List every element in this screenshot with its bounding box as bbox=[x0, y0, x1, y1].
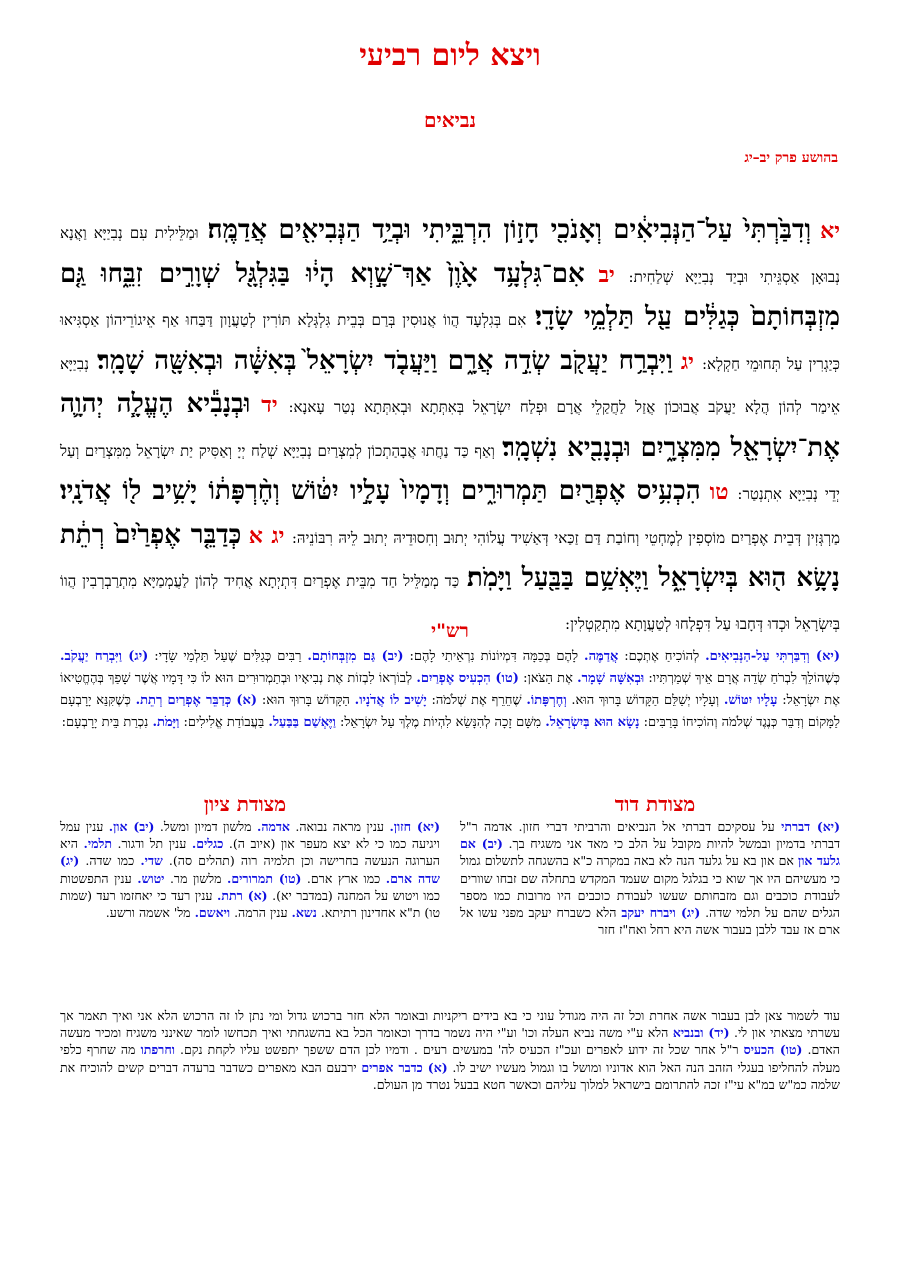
commentary-keyword: וְחֶרְפָּתוֹ. bbox=[526, 693, 567, 708]
commentary-keyword: שדי. bbox=[140, 853, 163, 869]
metzudat-david-heading: מצודת דוד bbox=[614, 792, 696, 816]
verse-text: כְּדַבֵּ֤ר אֶפְרַ֙יִם֙ רְתֵ֔ת נָשָׂ֥א ה֖וּא בְּיִשְׂרָאֵ֑ל וַיֶּאְשַׁ֥ם בַּבַּ֖עַל וַיָּמֹֽת׃ bbox=[60, 519, 840, 593]
metzudat-david-commentary bbox=[460, 818, 840, 938]
commentary-keyword: (יב) אם גלעד און bbox=[460, 836, 840, 869]
verse-number: יג bbox=[680, 348, 694, 375]
page-title: ויצא ליום רביעי bbox=[359, 38, 541, 73]
commentary-text: וְעָלָיו יְשַׁלֵּם הַקָּדוֹשׁ בָּרוּךְ הוּא. bbox=[566, 693, 724, 708]
scripture-text bbox=[60, 210, 840, 644]
commentary-keyword: אֲדַמֶּה. bbox=[584, 649, 619, 664]
commentary-text: נִכְרַת בֵּית יָרָבְעָם: bbox=[61, 715, 153, 730]
commentary-keyword: (א) כְּדַבֵּר אֶפְרַיִם רְתֵת. bbox=[135, 693, 258, 708]
commentary-text: ענין הרמה. bbox=[230, 905, 292, 921]
commentary-text: ענין עמל ויגיעה כמו כי לא יצא מעפר און (איוב ה). bbox=[60, 819, 440, 852]
targum-text: וְאַף כַּד נַחֲתוּ אֲבָהַתְכוֹן לְמִצְרַיִם נְבִיַיָּא שְׁלַח יְיָ וְאַסִּיק יַת יִשְׂרָאֵל מִמִּצְרַיִם וְעַל יְדֵי נְבִיַיָּא אִתְנְטַר: bbox=[60, 441, 840, 503]
commentary-keyword: ויאשם. bbox=[194, 905, 231, 921]
rashi-heading: רש"י bbox=[431, 620, 469, 642]
commentary-keyword: (יב) גַּם מִזְבְּחוֹתָם. bbox=[307, 649, 404, 664]
verse-text: וּבְנָבִ֕יא הֶעֱלָ֧ה יְהוָ֛ה אֶת־יִשְׂרָאֵ֖ל מִמִּצְרָ֑יִם וּבְנָבִ֖יא נִשְׁמָֽר׃ bbox=[60, 389, 840, 463]
chapter-reference: בהושע פרק יב–יג bbox=[744, 150, 838, 166]
commentary-keyword: וּבְאִשָּׁה שָׁמָר. bbox=[577, 671, 645, 686]
commentary-text: כמו ארץ ארם. bbox=[301, 870, 386, 886]
commentary-keyword: (יא) חזון. bbox=[389, 819, 440, 834]
commentary-text: הַקָּדוֹשׁ בָּרוּךְ הוּא: bbox=[257, 693, 355, 708]
commentary-text: הלא כשברח יעקב מפני עשו אל ארם אז עבד ללבן בעבור אשה היא רחל ואח"ז חזר bbox=[460, 905, 840, 938]
commentary-text: מה שחרף כלפי מעלה להחליפו בעגלי הזהב הנה האל הוא אדוניו ומושל בו וגמול מעשיו ישיב לו. bbox=[60, 1042, 841, 1075]
verse-number: יג א bbox=[248, 522, 285, 549]
section-title: נביאים bbox=[424, 108, 476, 132]
commentary-keyword: (יג) שדה ארם. bbox=[60, 853, 440, 886]
targum-text: וּמַלֵּילִית עִם נְבִיַיָּא וַאֲנָא נְבוּאָן אַסְגֵּיתִי וּבְיַד נְבִיַיָּא שְׁלַחִית: bbox=[60, 224, 840, 286]
commentary-keyword: עָלָיו יִטּוֹשׁ. bbox=[723, 693, 778, 708]
verse-text: הִכְעִ֥יס אֶפְרַ֖יִם תַּמְרוּרִ֑ים וְדָמָיו֙ עָלָ֣יו יִטּ֔וֹשׁ וְחֶ֨רְפָּת֔וֹ יָשִׁ֥יב ל֖וֹ אֲדֹנָֽיו׃ bbox=[60, 476, 701, 506]
targum-text: כַּד מְמַלֵּיל חַד מִבֵּית אֶפְרַיִם דִּתְיְתָא אֲחִיד לְהוֹן לַעֲמְמַיָּא מִתְרַבְרְבִין הֲווֹ בְּיִשְׂרָאֵל וּכְדוּ דְּחָבוּ עַל דִּפְלָחוּ לְטַעֲוָתָא מִתְקַטְלִין: bbox=[60, 572, 840, 633]
commentary-text: אם און בא על גלעד הנה לא באה במקרה כ"א בהשגחה לתשלום גמול כי מעשיהם היו אך שוא כי בגלגל מקום שעמד המקדש בתחלה שם זבחו שוורים לעבודת כוכבים וגם מזבחותם שעשו לעבודת כוכבים היו מרובות כמו מספר הגלים שהם על תלמי שדה. bbox=[460, 853, 840, 921]
verse-number: יב bbox=[598, 261, 615, 288]
commentary-keyword: (יב) און. bbox=[108, 819, 155, 834]
commentary-text: הלא ע"י משה נביא העלה וכו' וע"י היה נשמר בדרך וכאומר הכל בא בהשגחתי ואיך תכחשו לומר שאינני משגיח ומכיר מעשה האדם. bbox=[60, 1025, 840, 1058]
commentary-text: מלשון דמיון ומשל. bbox=[154, 819, 257, 834]
commentary-text: ר"ל אחר שכל זה ידוע לאפרים ועכ"ז הכעיס לה' במעשים רעים . ודמיו לכן הדם ששפך יתפשט עליו לקחת נקם. bbox=[174, 1042, 744, 1058]
commentary-text: ירבעם הבא מאפרים כשדבר ברעדה דברים קשים להוכיח את שלמה כמ"ש במ"א עי"ז זכה להתרומם בישראל למלוך עליהם וכאשר חטא בבעל נטרד מן העולם. bbox=[60, 1059, 840, 1092]
commentary-keyword: (טו) הכעיס bbox=[743, 1042, 803, 1058]
commentary-keyword: נשא. bbox=[291, 905, 317, 921]
commentary-text: רַבִּים כְּגַלִּים שֶׁעַל תַּלְמֵי שָׂדָי: bbox=[148, 649, 308, 664]
commentary-text: כְּשֶׁהוֹלֵךְ לִבְרֹחַ שְׂדֵה אֲרָם אֵיךְ שְׁמַרְתִּיו: bbox=[644, 671, 841, 686]
commentary-keyword: (א) כדבר אפרים bbox=[361, 1059, 448, 1075]
commentary-keyword: (יא) וְדִבַּרְתִּי עַל-הַנְּבִיאִים. bbox=[705, 649, 840, 664]
metzudat-david-continuation bbox=[60, 1007, 840, 1093]
commentary-text: היא הערוגה הנעשה בחרישה וכן תלמיה רוה (תהלים סה). bbox=[60, 836, 440, 869]
commentary-text: שֶׁחֵרֵף אֶת שְׁלֹמֹה: bbox=[426, 693, 527, 708]
commentary-keyword: (יד) ובנביא bbox=[672, 1025, 730, 1041]
commentary-text: לָהֶם בְּכַמָּה דִּמְיוֹנוֹת נִרְאֵיתִי לָהֶם: bbox=[403, 649, 585, 664]
commentary-keyword: (יא) דברתי bbox=[781, 819, 840, 834]
targum-text: נְבִיַיָּא אֵימַר לְהוֹן הֲלָא יַעֲקֹב אֲבוּכוֹן אֲזַל לַחֲקַלֵי אֲרָם וּפְלַח יִשְׂרָאֵל בְּאִתְּתָא וּבְאִתְּתָא נְטַר עָאנָא: bbox=[60, 354, 840, 416]
commentary-text: מִשָּׁם זָכָה לְהִנָּשֵׂא לִהְיוֹת מֶלֶךְ עַל יִשְׂרָאֵל: bbox=[335, 715, 546, 730]
commentary-text: עוד לשמור צאן לבן בעבור אשה אחרת וכל זה היה מגודל עוני כי בא בידים ריקניות ובאומר הלא חזר ברכוש גדול ומי נתן לו זה הרכוש הלא אני ואיך תאמר אך עשרתי מצאתי און לי. bbox=[60, 1008, 841, 1041]
verse-number: יא bbox=[820, 218, 841, 244]
verse-number: יד bbox=[261, 392, 278, 418]
commentary-text: על עסקיכם דברתי אל הנביאים והרביתי דברי חזון. אדמה ר"ל דברתי בדמיון ובמשל להיות מקובל על הלב כי מאד אני משגיח בך. bbox=[460, 819, 840, 852]
targum-text: מַרְגְּזִין דְּבֵית אֶפְרַיִם מוֹסְפִין לְמֶחְטֵי וְחוֹבַת דַּם זַכַּאי דְּאַשִׁיד עֲלוֹהִי יְתוּב וְחִסוּדֵיהּ יְתוּב לֵיהּ רִבּוֹנֵיהּ: bbox=[291, 528, 840, 547]
commentary-keyword: וַיָּמֹת. bbox=[152, 715, 180, 730]
commentary-keyword: יטוש. bbox=[137, 870, 165, 886]
metzudat-zion-heading: מצודת ציון bbox=[203, 792, 287, 816]
commentary-text: בַּעֲבוֹדַת אֱלִילִים: bbox=[179, 715, 269, 730]
commentary-keyword: (טו) הִכְעִיס אֶפְרַיִם. bbox=[416, 671, 519, 686]
verse-number: טו bbox=[709, 479, 729, 505]
targum-text: אִם בְּגִלְעָד הֲווֹ אֲנוּסִין בְּרַם בְּבֵית גִּלְגְּלָא תּוֹרִין לְטַעֲוָון דַּבַּחוּ אַף אֵיגוֹרֵיהוֹן אַסְגִּיאוּ כְּיַגְרִין עַל תְּחוּמֵי חַקְלָא: bbox=[60, 311, 840, 373]
commentary-text: אֶת הַצֹּאן: bbox=[518, 671, 578, 686]
commentary-keyword: (יג) וַיִּבְרַח יַעֲקֹב. bbox=[60, 649, 149, 664]
commentary-text: ענין התפשטות כמו ויטוש על המחנה (במדבר יא). bbox=[60, 870, 440, 903]
commentary-text: כְּשֶׁקִּנֵּא יָרָבְעָם לַמָּקוֹם וְדִבֵּר כְּנֶגֶד שְׁלֹמֹה וְהוֹכִיחוֹ בָּרַבִּים: bbox=[60, 693, 840, 730]
commentary-text: ענין תל ודגור. bbox=[112, 836, 192, 852]
commentary-keyword: אדמה. bbox=[256, 819, 290, 834]
rashi-commentary bbox=[60, 646, 840, 734]
commentary-text: ענין מראה נבואה. bbox=[289, 819, 390, 834]
commentary-keyword: כגלים. bbox=[191, 836, 224, 852]
commentary-text: מלשון מר. bbox=[164, 870, 227, 886]
commentary-keyword: וחרפתו bbox=[140, 1042, 175, 1058]
commentary-keyword: נָשָׂא הוּא בְּיִשְׂרָאֵל. bbox=[545, 715, 640, 730]
commentary-keyword: תלמי. bbox=[83, 836, 113, 852]
commentary-keyword: (א) רתת. bbox=[217, 887, 268, 903]
commentary-text: ענין רעד כי יאחזמו רעד (שמות טו) ת"א אחדינון רתיתא. bbox=[60, 887, 440, 921]
commentary-keyword: וַיֶּאְשַׁם בַּבַּעַל. bbox=[268, 715, 336, 730]
commentary-keyword: יָשִׁיב לוֹ אֲדֹנָיו. bbox=[354, 693, 427, 708]
commentary-text: לְהוֹכִיחַ אֶתְכֶם: bbox=[618, 649, 706, 664]
verse-text: וַיִּבְרַ֥ח יַעֲקֹ֖ב שְׂדֵ֣ה אֲרָ֑ם וַיַּעֲבֹ֤ד יִשְׂרָאֵל֙ בְּאִשָּׁ֔ה וּבְאִשָּׁ֖ה שָׁמָֽר׃ bbox=[97, 345, 673, 376]
commentary-text: כמו שדה. bbox=[79, 853, 141, 869]
verse-text: וְדִבַּ֙רְתִּי֙ עַל־הַנְּבִיאִ֔ים וְאָנֹכִ֖י חָז֣וֹן הִרְבֵּ֑יתִי וּבְיַ֥ד הַנְּבִיאִ֖ים אֲדַמֶּֽה׃ bbox=[207, 215, 812, 245]
commentary-text: מל' אשמה ורשע. bbox=[105, 905, 195, 921]
commentary-keyword: (טו) תמרורים. bbox=[227, 870, 302, 886]
commentary-keyword: (יג) ויברח יעקב bbox=[621, 905, 701, 921]
verse-text: אִם־גִּלְעָ֥ד אָ֙וֶן֙ אַךְ־שָׁ֣וְא הָי֔וּ בַּגִּלְגָּ֖ל שְׁוָרִ֣ים זִבֵּ֑חוּ גַּ֤ם מִזְבְּחוֹתָם֙ כְּגַלִּ֔ים עַ֖ל תַּלְמֵ֥י שָׂדָֽי׃ bbox=[60, 258, 840, 332]
metzudat-zion-commentary bbox=[60, 818, 440, 921]
commentary-text: לְבוֹרְאוֹ לִבְזוֹת אֶת נְבִיאָיו וּבְתַמְרוּרִים הוּא לוֹ כִּי דָּמָיו אֲשֶׁר שָׁפַךְ בְּהֶחֱטִיאוֹ אֶת יִשְׂרָאֵל: bbox=[60, 671, 841, 708]
